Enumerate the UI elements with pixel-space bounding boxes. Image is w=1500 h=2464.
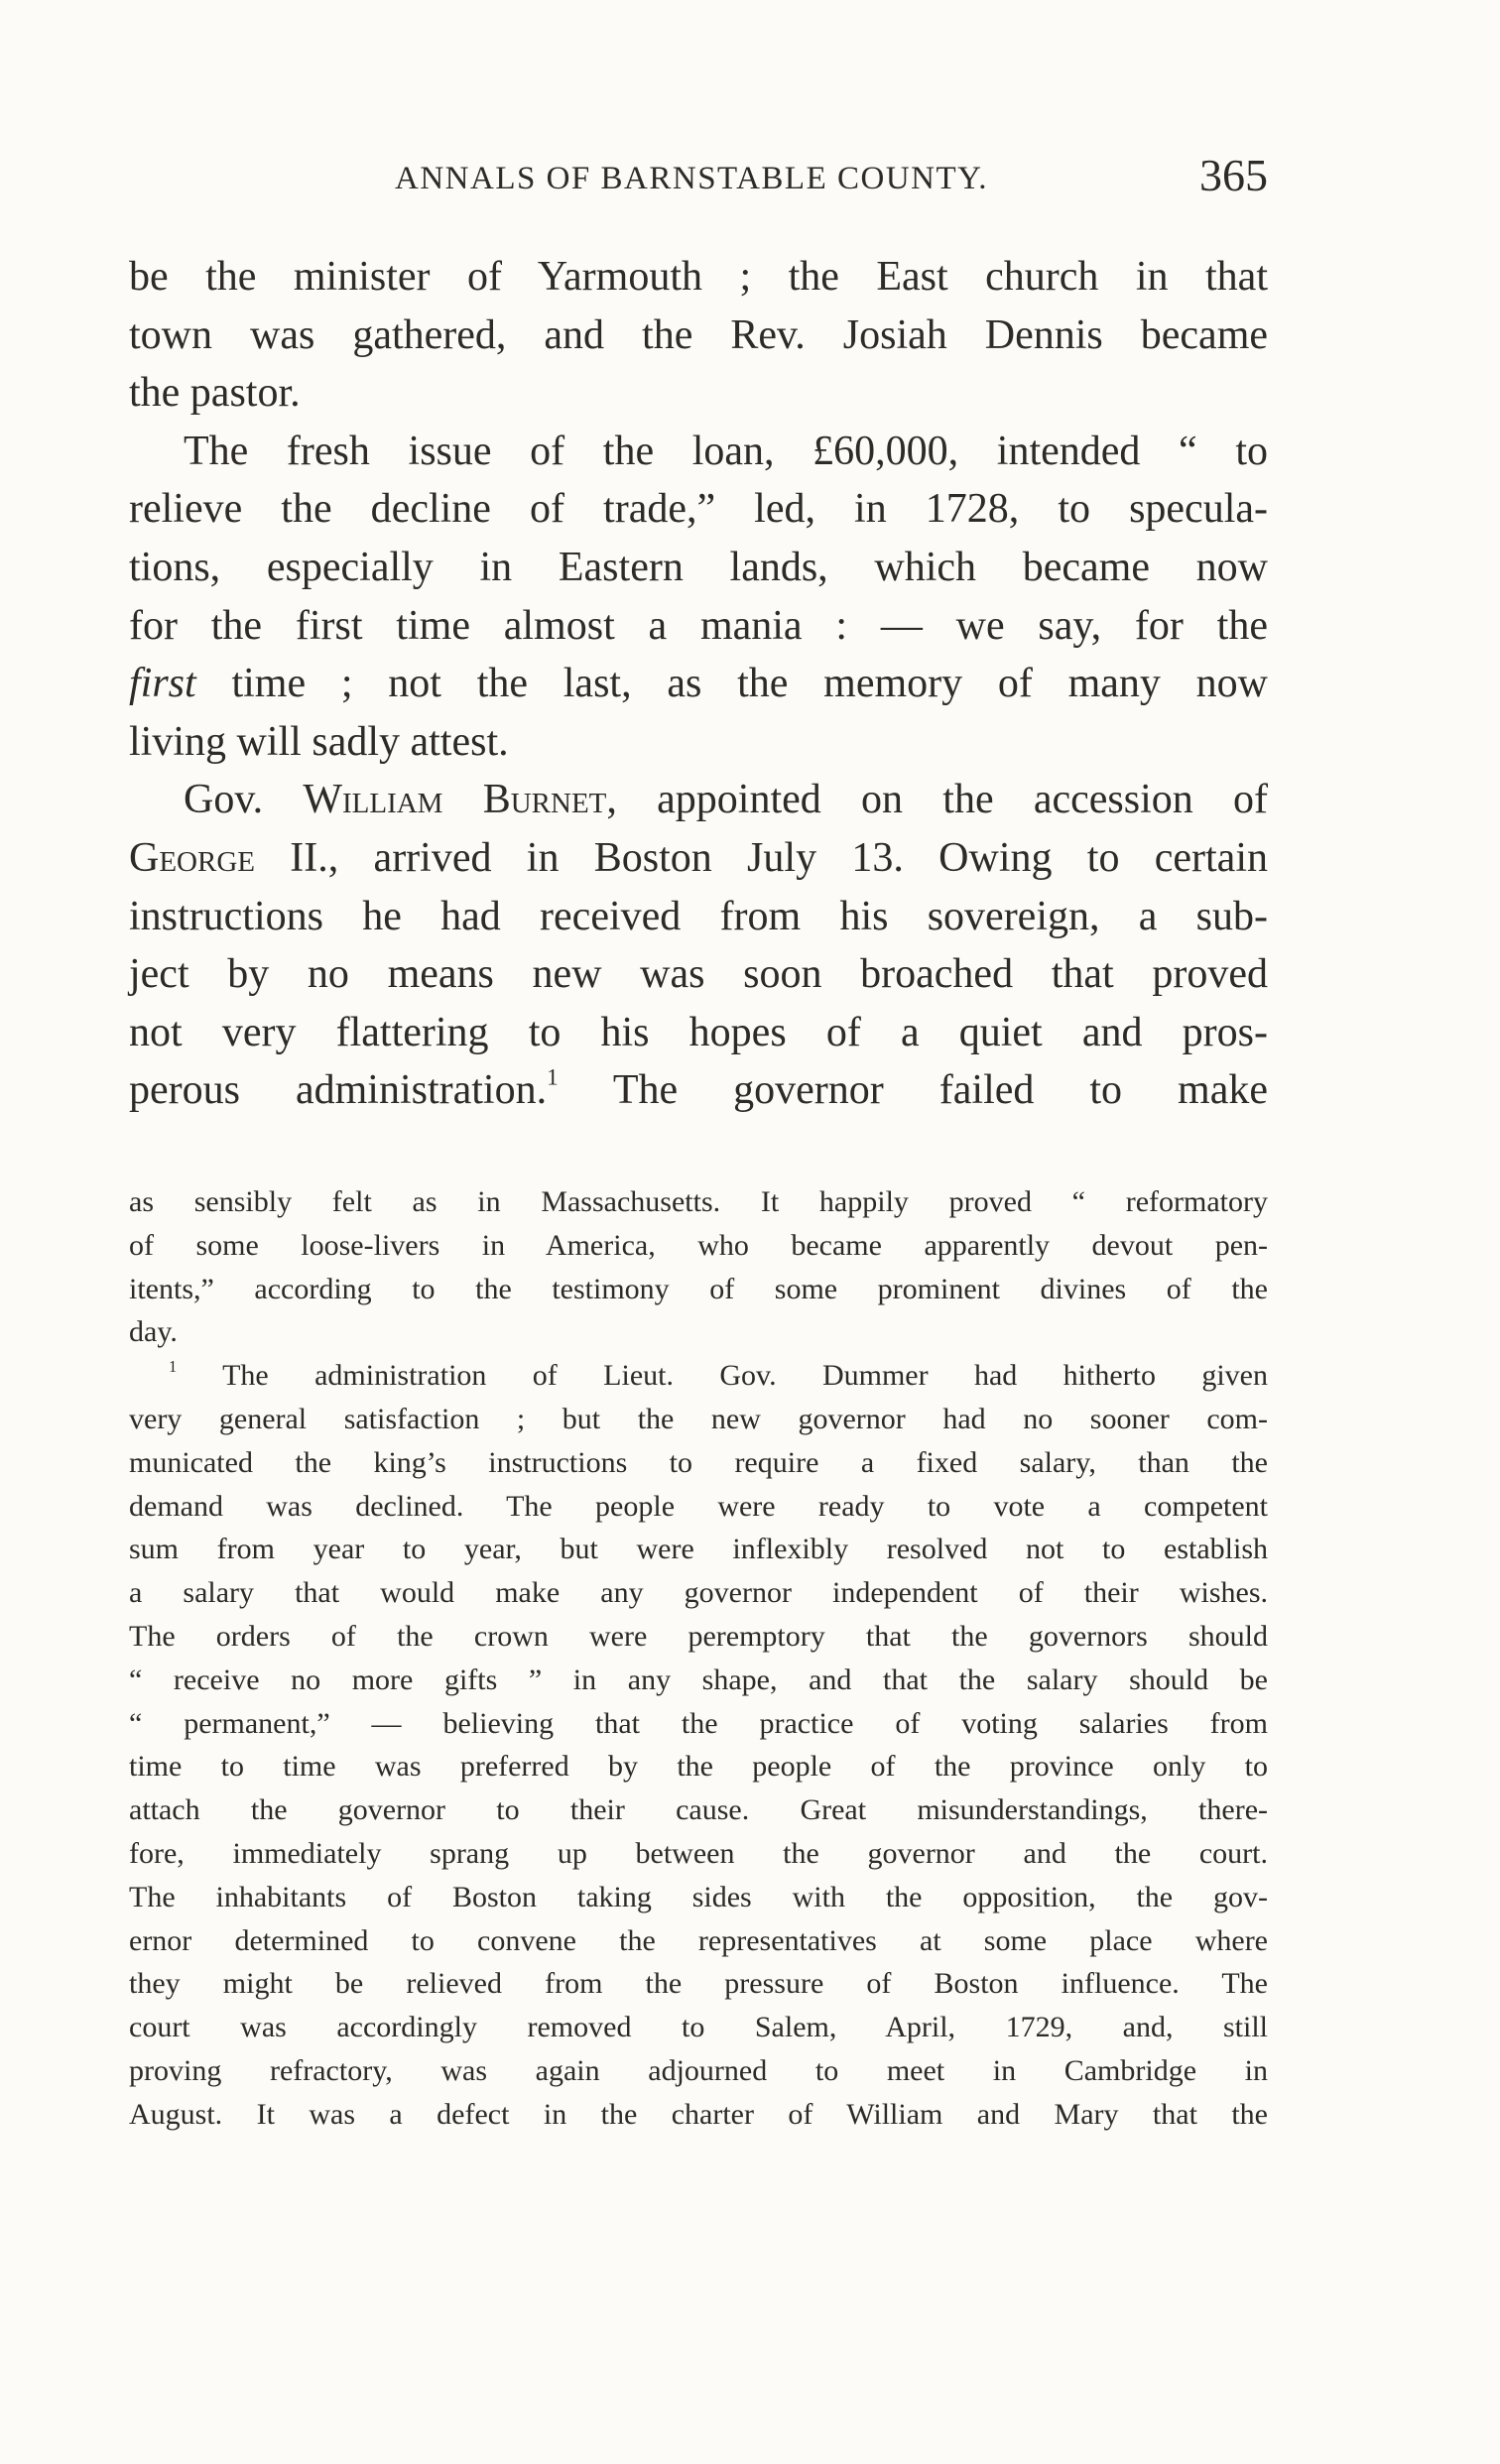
name-george: George: [129, 834, 255, 881]
text-span: Gov.: [184, 777, 304, 823]
footnote-line: as sensibly felt as in Massachusetts. It happily proved “ reformatory: [129, 1185, 1268, 1218]
text-span: The governor failed to make: [558, 1067, 1268, 1114]
footnote-line: very general satisfaction ; but the new governor had no sooner com-: [129, 1402, 1268, 1435]
footnote-line: demand was declined. The people were ready to vote a competent: [129, 1489, 1268, 1523]
text-line: instructions he had received from his sovereign, a sub-: [129, 893, 1268, 939]
footnote-line: itents,” according to the testimony of some prominent divines of the: [129, 1272, 1268, 1305]
footnote-line: day.: [129, 1315, 178, 1349]
text-line: living will sadly attest.: [129, 718, 509, 765]
footnote-line: sum from year to year, but were inflexibly resolved not to establish: [129, 1533, 1268, 1566]
running-title: ANNALS OF BARNSTABLE COUNTY.: [395, 161, 988, 196]
text-line: town was gathered, and the Rev. Josiah Dennis became: [129, 311, 1268, 358]
page-number: 365: [1199, 150, 1268, 200]
text-line: tions, especially in Eastern lands, which became now: [129, 544, 1268, 590]
footnote-line: they might be relieved from the pressure of Boston influence. The: [129, 1967, 1268, 2001]
footnote-line: The inhabitants of Boston taking sides with the opposition, the gov-: [129, 1880, 1268, 1913]
text-span: time ; not the last, as the memory of many now: [195, 661, 1268, 707]
footnote-line: proving refractory, was again adjourned to meet in Cambridge in: [129, 2053, 1268, 2087]
text-line: the pastor.: [129, 370, 301, 417]
text-line: be the minister of Yarmouth ; the East church in that: [129, 254, 1268, 300]
name-william-burnet: William Burnet: [303, 777, 607, 823]
footnotes: [129, 1180, 1268, 2137]
text-line: ject by no means new was soon broached that proved: [129, 951, 1268, 998]
text-line: [129, 771, 1268, 829]
text-line: The fresh issue of the loan, £60,000, intended “ to: [184, 428, 1268, 474]
footnote-line: August. It was a defect in the charter of William and Mary that the: [129, 2097, 1268, 2131]
footnote-line: time to time was preferred by the people of the province only to: [129, 1750, 1268, 1784]
footnote-ref: 1: [547, 1063, 559, 1090]
text-line: relieve the decline of trade,” led, in 1728, to specula-: [129, 486, 1268, 533]
running-head: [395, 149, 1268, 208]
footnote-line: [129, 1354, 1268, 1398]
footnote-line: municated the king’s instructions to require a fixed salary, than the: [129, 1445, 1268, 1479]
footnote-line: ernor determined to convene the representatives at some place where: [129, 1923, 1268, 1957]
text-line: [129, 1061, 1268, 1120]
text-span: perous administration.: [129, 1067, 548, 1114]
text-line: [129, 829, 1268, 888]
emphasis-first: first: [129, 661, 196, 707]
text-span: II., arrived in Boston July 13. Owing to certain: [255, 834, 1268, 881]
footnote-line: of some loose-livers in America, who became apparently devout pen-: [129, 1228, 1268, 1262]
text-span: , appointed on the accession of: [606, 777, 1268, 823]
footnote-line: “ receive no more gifts ” in any shape, and that the salary should be: [129, 1663, 1268, 1696]
footnote-line: a salary that would make any governor independent of their wishes.: [129, 1576, 1268, 1610]
footnote-line: attach the governor to their cause. Great misunderstandings, there-: [129, 1793, 1268, 1827]
footnote-line: “ permanent,” — believing that the practice of voting salaries from: [129, 1706, 1268, 1740]
text-span: The administration of Lieut. Gov. Dummer had hitherto given: [177, 1359, 1268, 1393]
footnote-line: The orders of the crown were peremptory that the governors should: [129, 1619, 1268, 1653]
text-line: for the first time almost a mania : — we say, for the: [129, 602, 1268, 649]
footnote-line: court was accordingly removed to Salem, April, 1729, and, still: [129, 2011, 1268, 2044]
footnote-marker: 1: [169, 1357, 178, 1376]
text-line: not very flattering to his hopes of a quiet and pros-: [129, 1009, 1268, 1055]
main-text: [129, 248, 1268, 1120]
text-line: [129, 655, 1268, 713]
footnote-line: fore, immediately sprang up between the governor and the court.: [129, 1836, 1268, 1870]
